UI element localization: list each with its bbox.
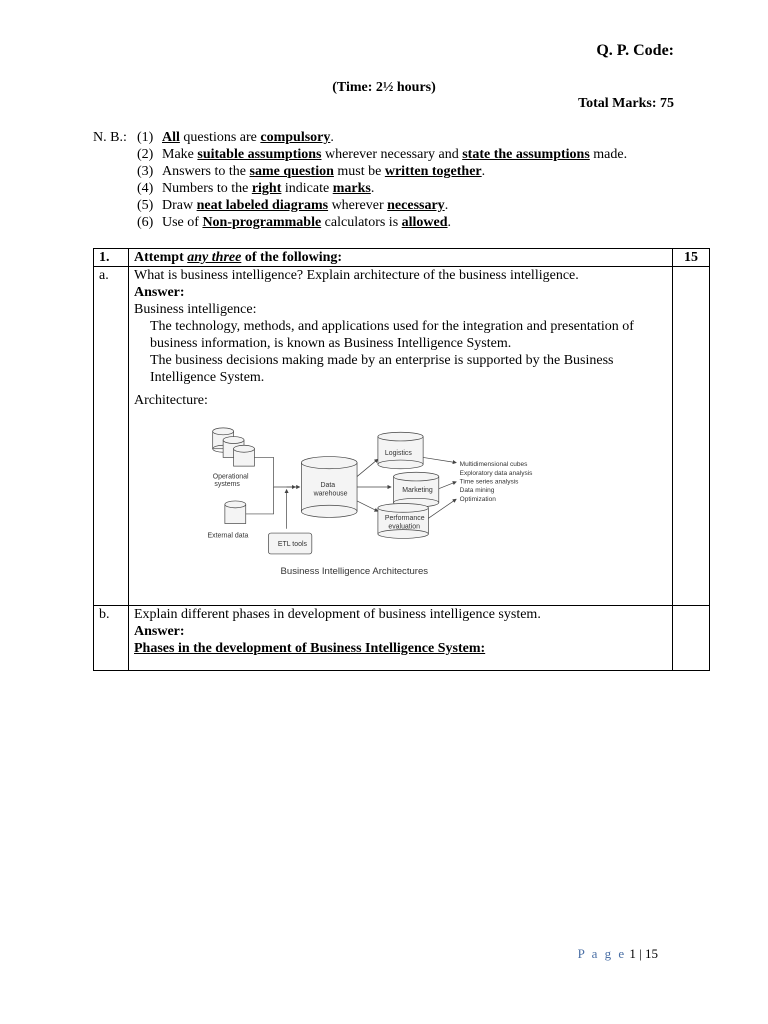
subquestion-b-label: b. — [94, 606, 129, 671]
question-marks: 15 — [673, 249, 710, 267]
question-number: 1. — [94, 249, 129, 267]
answer-label: Answer: — [134, 624, 185, 639]
qp-code: Q. P. Code: — [596, 42, 674, 59]
instructions — [93, 129, 627, 231]
phases-heading: Phases in the development of Business Intelligence System: — [134, 641, 486, 656]
page-word: P a g e — [577, 946, 627, 961]
analysis-item: Optimization — [459, 495, 496, 503]
subquestion-a — [94, 267, 710, 606]
instruction-item: (6) Use of Non-programmable calculators is allowed. — [137, 215, 452, 230]
external-label: External data — [207, 532, 249, 540]
architecture-label: Architecture: — [134, 393, 208, 408]
analysis-item: Multidimensional cubes — [459, 461, 528, 469]
exam-time: (Time: 2½ hours) — [332, 80, 436, 95]
question-table — [93, 248, 710, 671]
subquestion-b-marks — [673, 606, 710, 671]
page-number: 1 | 15 — [629, 946, 658, 961]
support-paragraph: The business decisions making made by an enterprise is supported by the Business Intelligence System. — [150, 353, 614, 385]
subquestion-b — [94, 606, 710, 671]
etl-label: ETL tools — [277, 541, 307, 549]
operational-db-icon — [213, 428, 255, 466]
subquestion-a-body — [129, 267, 673, 606]
analysis-list — [460, 461, 534, 503]
operational-label: Operational — [212, 473, 249, 481]
subquestion-b-body — [129, 606, 673, 671]
marketing-label: Marketing — [402, 487, 433, 495]
question-row — [94, 249, 710, 267]
instruction-item: (5) Draw neat labeled diagrams wherever necessary. — [137, 198, 449, 213]
page-footer — [578, 946, 658, 962]
analysis-item: Time series analysis — [459, 478, 519, 486]
subquestion-b-question: Explain different phases in development of business intelligence system. — [134, 607, 541, 622]
analysis-item: Data mining — [459, 487, 495, 495]
external-db-icon — [225, 501, 246, 524]
logistics-label: Logistics — [384, 449, 412, 457]
performance-label: Performance — [384, 515, 425, 523]
definition-paragraph: The technology, methods, and applications used for the integration and presentation of business information, is known as Business Intelligence System. — [150, 319, 634, 351]
instruction-item: (4) Numbers to the right indicate marks. — [137, 181, 375, 196]
total-marks: Total Marks: 75 — [578, 96, 674, 111]
answer-label: Answer: — [134, 285, 185, 300]
bi-architecture-diagram — [204, 417, 604, 597]
instruction-item: (3) Answers to the same question must be written together. — [137, 164, 486, 179]
instruction-item: (2) Make suitable assumptions wherever necessary and state the assumptions made. — [137, 147, 628, 162]
operational-label-2: systems — [214, 481, 240, 489]
analysis-item: Exploratory data analysis — [459, 469, 533, 477]
subquestion-a-marks — [673, 267, 710, 606]
warehouse-label-2: warehouse — [313, 490, 348, 498]
subheading: Business intelligence: — [134, 302, 257, 317]
subquestion-a-question: What is business intelligence? Explain architecture of the business intelligence. — [134, 268, 579, 283]
subquestion-a-label: a. — [94, 267, 129, 606]
question-instruction: Attempt any three of the following: — [129, 249, 673, 267]
performance-label-2: evaluation — [388, 523, 420, 531]
diagram-caption: Business Intelligence Architectures — [280, 565, 429, 577]
instruction-item: N. B.: (1) All questions are compulsory. — [93, 130, 334, 145]
warehouse-label: Data — [320, 482, 336, 489]
